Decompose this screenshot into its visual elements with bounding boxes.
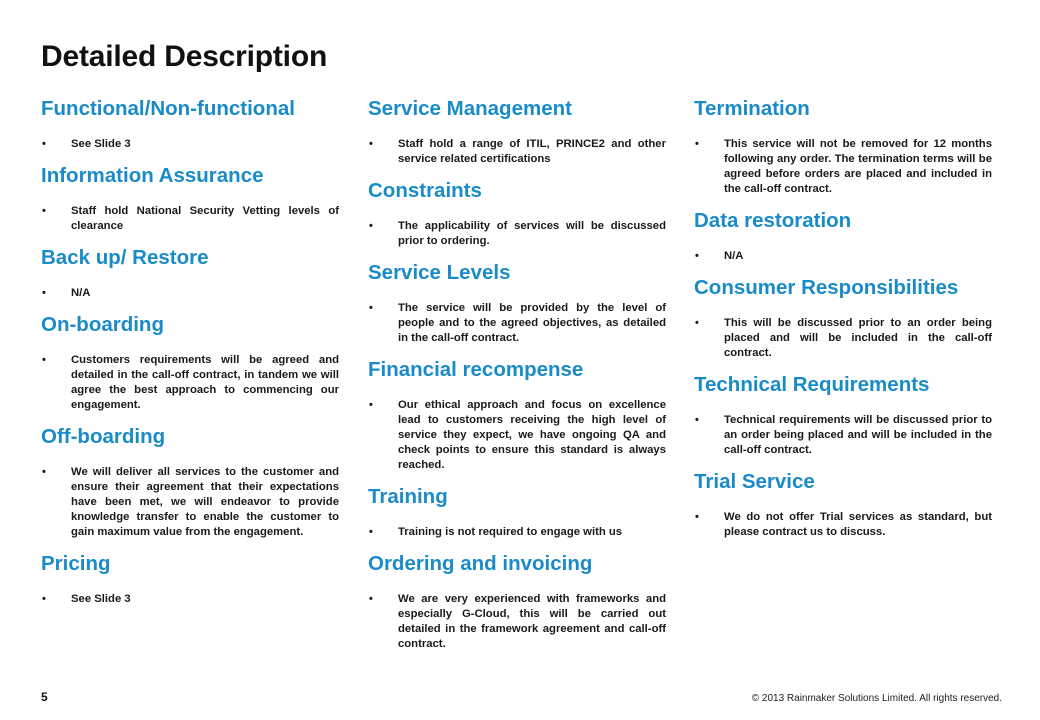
bullet-text: We do not offer Trial services as standard, but please contract us to discuss. xyxy=(724,511,992,538)
section-training xyxy=(368,482,668,540)
bullet-icon: • xyxy=(695,250,699,262)
bullet-text: We will deliver all services to the customer and ensure their agreement that their expectations have been met, we will endeavor to provide knowledge transfer to enable the customer to gain maximum value from the engagement. xyxy=(71,466,339,538)
section-heading: Functional/Non-functional xyxy=(41,97,295,120)
bullet-text: Technical requirements will be discussed prior to an order being placed and will be included in the call-off contract. xyxy=(724,414,992,456)
bullet-item xyxy=(368,525,668,540)
section-heading: Consumer Responsibilities xyxy=(694,276,959,299)
bullet-text: This service will not be removed for 12 months following any order. The termination terms will be agreed before orders are placed and included in the call-off contract. xyxy=(724,138,992,195)
bullet-icon: • xyxy=(695,317,699,329)
bullet-icon: • xyxy=(42,354,46,366)
bullet-list xyxy=(368,137,668,167)
bullet-item xyxy=(41,592,341,607)
bullet-item xyxy=(694,316,994,361)
bullet-list xyxy=(41,465,341,540)
section-termination xyxy=(694,94,994,197)
bullet-text: Staff hold National Security Vetting levels of clearance xyxy=(71,205,339,232)
column-1 xyxy=(41,94,341,616)
bullet-list xyxy=(694,249,994,264)
bullet-item xyxy=(368,301,668,346)
bullet-item xyxy=(694,249,994,264)
section-heading: Technical Requirements xyxy=(694,373,930,396)
bullet-item xyxy=(41,204,341,234)
section-heading: Pricing xyxy=(41,552,111,575)
section-heading: Trial Service xyxy=(694,470,815,493)
section-financial-recompense xyxy=(368,355,668,473)
bullet-list xyxy=(41,353,341,413)
bullet-list xyxy=(694,510,994,540)
bullet-text: We are very experienced with frameworks and especially G-Cloud, this will be carried out detailed in the framework agreement and call-off contract. xyxy=(398,593,666,650)
section-backup-restore xyxy=(41,243,341,301)
section-pricing xyxy=(41,549,341,607)
bullet-list xyxy=(368,525,668,540)
bullet-list xyxy=(41,286,341,301)
section-heading: Back up/ Restore xyxy=(41,246,209,269)
bullet-item xyxy=(41,465,341,540)
bullet-text: See Slide 3 xyxy=(71,138,131,150)
bullet-list xyxy=(694,316,994,361)
bullet-icon: • xyxy=(42,205,46,217)
bullet-text: Training is not required to engage with us xyxy=(398,526,623,538)
bullet-icon: • xyxy=(42,287,46,299)
bullet-list xyxy=(41,137,341,152)
bullet-list xyxy=(368,219,668,249)
section-information-assurance xyxy=(41,161,341,234)
section-heading: Service Levels xyxy=(368,261,511,284)
bullet-item xyxy=(694,413,994,458)
section-data-restoration xyxy=(694,206,994,264)
bullet-text: N/A xyxy=(724,250,744,262)
section-trial-service xyxy=(694,467,994,540)
page-title: Detailed Description xyxy=(41,40,328,73)
bullet-text: See Slide 3 xyxy=(71,593,131,605)
section-heading: Ordering and invoicing xyxy=(368,552,593,575)
bullet-text: Customers requirements will be agreed and detailed in the call-off contract, in tandem we will agree the best approach to commencing our engagement. xyxy=(71,354,339,411)
section-heading: Information Assurance xyxy=(41,164,264,187)
bullet-icon: • xyxy=(42,138,46,150)
bullet-icon: • xyxy=(695,511,699,523)
bullet-list xyxy=(368,398,668,473)
section-consumer-responsibilities xyxy=(694,273,994,361)
bullet-icon: • xyxy=(369,220,373,232)
bullet-icon: • xyxy=(369,302,373,314)
bullet-icon: • xyxy=(42,466,46,478)
bullet-icon: • xyxy=(369,593,373,605)
bullet-icon: • xyxy=(695,414,699,426)
column-3 xyxy=(694,94,994,549)
section-off-boarding xyxy=(41,422,341,540)
section-heading: Constraints xyxy=(368,179,482,202)
bullet-item xyxy=(368,398,668,473)
bullet-item xyxy=(368,137,668,167)
bullet-text: Our ethical approach and focus on excellence lead to customers receiving the high level of service they expect, we have ongoing QA and check points to ensure this standard is always reached. xyxy=(398,399,666,471)
slide-number: 5 xyxy=(41,690,48,704)
copyright-notice: © 2013 Rainmaker Solutions Limited. All rights reserved. xyxy=(751,693,1002,704)
section-heading: Data restoration xyxy=(694,209,852,232)
bullet-item xyxy=(41,137,341,152)
bullet-text: N/A xyxy=(71,287,91,299)
bullet-text: The service will be provided by the level of people and to the agreed objectives, as detailed in the call-off contract. xyxy=(398,302,666,344)
section-on-boarding xyxy=(41,310,341,413)
bullet-list xyxy=(694,137,994,197)
bullet-icon: • xyxy=(369,399,373,411)
section-heading: Financial recompense xyxy=(368,358,584,381)
bullet-text: The applicability of services will be discussed prior to ordering. xyxy=(398,220,666,247)
bullet-text: Staff hold a range of ITIL, PRINCE2 and other service related certifications xyxy=(398,138,666,165)
bullet-item xyxy=(694,137,994,197)
bullet-icon: • xyxy=(369,526,373,538)
bullet-list xyxy=(694,413,994,458)
bullet-item xyxy=(368,219,668,249)
section-heading: On-boarding xyxy=(41,313,164,336)
section-functional xyxy=(41,94,341,152)
section-heading: Off-boarding xyxy=(41,425,166,448)
section-technical-requirements xyxy=(694,370,994,458)
bullet-icon: • xyxy=(42,593,46,605)
section-ordering-invoicing xyxy=(368,549,668,652)
bullet-icon: • xyxy=(369,138,373,150)
bullet-item xyxy=(694,510,994,540)
section-heading: Service Management xyxy=(368,97,572,120)
bullet-item xyxy=(368,592,668,652)
bullet-list xyxy=(41,204,341,234)
bullet-text: This will be discussed prior to an order being placed and will be included in the call-off contract. xyxy=(724,317,992,359)
section-constraints xyxy=(368,176,668,249)
section-service-levels xyxy=(368,258,668,346)
section-service-management xyxy=(368,94,668,167)
bullet-list xyxy=(368,592,668,652)
section-heading: Training xyxy=(368,485,448,508)
bullet-list xyxy=(41,592,341,607)
bullet-item xyxy=(41,353,341,413)
bullet-item xyxy=(41,286,341,301)
bullet-list xyxy=(368,301,668,346)
bullet-icon: • xyxy=(695,138,699,150)
section-heading: Termination xyxy=(694,97,810,120)
column-2 xyxy=(368,94,668,661)
